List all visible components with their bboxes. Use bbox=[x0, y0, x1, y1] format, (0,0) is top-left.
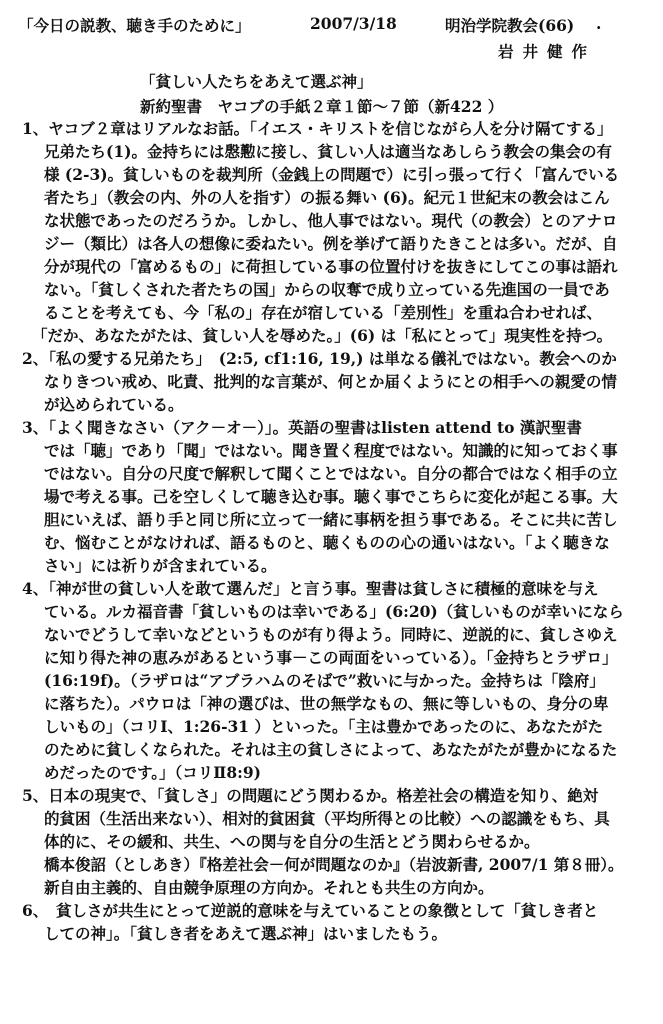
body-line: 5、日本の現実で、「貧しさ」の問題にどう関わるか。格差社会の構造を知り、絶対 bbox=[22, 786, 599, 805]
body-line: さい」には祈りが含まれている。 bbox=[44, 556, 277, 575]
body-line: ている。ルカ福音書「貧しいものは幸いである」(6:20)（貧しいものが幸いになら bbox=[44, 602, 624, 621]
body-line: しての神」。「貧しき者をあえて選ぶ神」はいましたもう。 bbox=[44, 924, 448, 943]
body-line: 3、「よく聞きなさい（アク－オ－）」。英語の聖書はlisten attend to 漢訳聖書 bbox=[22, 418, 582, 437]
body-line: 新自由主義的、自由競争原理の方向か。それとも共生の方向か。 bbox=[44, 878, 494, 897]
body-line: 分が現代の「富めるもの」に荷担している事の位置付けを抜きにしてこの事は語れ bbox=[44, 257, 618, 276]
body-line: のために貧しくなられた。それは主の貧しさによって、あなたがたが豊かになるた bbox=[44, 740, 618, 759]
body-line: む、悩むことがなければ、語るものと、聴くものの心の通いはない。「よく聴きな bbox=[44, 533, 610, 552]
author-name: 岩井健作 bbox=[498, 42, 597, 61]
scripture-reference: 新約聖書 ヤコブの手紙２章１節〜７節（新422 ） bbox=[140, 97, 504, 116]
sermon-body bbox=[22, 117, 652, 945]
body-line: ることを考えても、今「私の」存在が宿している「差別性」を重ね合わせれば、 bbox=[44, 303, 603, 322]
body-line: な状態であったのだろうか。しかし、他人事ではない。現代（の教会）とのアナロ bbox=[44, 211, 618, 230]
body-line: 6、 貧しさが共生にとって逆説的意味を与えていることの象徴として「貧しき者と bbox=[22, 901, 599, 920]
body-line: 1、ヤコブ２章はリアルなお話。「イエス・キリストを信じながら人を分け隔てする」 bbox=[22, 119, 613, 138]
body-line: めだったのです。」（コリⅡ8:9) bbox=[44, 763, 261, 782]
body-line: しいもの」（コリⅠ、1:26-31 ）といった。「主は豊かであったのに、あなたがた bbox=[44, 717, 604, 736]
body-line: ではない。自分の尺度で解釈して聞くことではない。自分の都合ではなく相手の立 bbox=[44, 464, 618, 483]
body-line: に知り得た神の恵みがあるという事－この両面をいっている）。「金持ちとラザロ」 bbox=[44, 648, 618, 667]
body-line: 者たち」（教会の内、外の人を指す）の振る舞い (6)。紀元１世紀末の教会はこん bbox=[44, 188, 610, 207]
body-line: なりきつい戒め、叱責、批判的な言葉が、何とか届くようにとの相手への親愛の情 bbox=[44, 372, 617, 391]
body-line: 的貧困（生活出来ない）、相対的貧困貧（平均所得との比較）への認識をもち、具 bbox=[44, 809, 610, 828]
sermon-title: 「貧しい人たちをあえて選ぶ神」 bbox=[140, 72, 373, 91]
body-line: 場で考える事。己を空しくして聴き込む事。聴く事でこちらに変化が起こる事。大 bbox=[44, 487, 618, 506]
sermon-date: 2007/3/18 bbox=[310, 14, 397, 33]
body-line: が込められている。 bbox=[44, 395, 184, 414]
body-line: ないでどうして幸いなどというものが有り得よう。同時に、逆説的に、貧しさゆえ bbox=[44, 625, 618, 644]
body-line: (16:19f)。（ラザロは“アブラハムのそばで”救いに与かった。金持ちは「陰府」 bbox=[44, 671, 605, 690]
body-line: 2、「私の愛する兄弟たち」 (2:5, cf1:16, 19,) は単なる儀礼ではない。教会へのか bbox=[22, 349, 617, 368]
body-line: 「だか、あなたがたは、貧しい人を辱めた。」(6) は「私にとって」現実性を持つ。 bbox=[32, 326, 613, 345]
body-line: 体的に、その緩和、共生、への関与を自分の生活とどう関わらせるか。 bbox=[44, 832, 540, 851]
church-name: 明治学院教会(66) bbox=[445, 16, 575, 35]
body-line: 胆にいえば、語り手と同じ所に立って一緒に事柄を担う事である。そこに共に苦し bbox=[44, 510, 618, 529]
body-line: 橋本俊詔（としあき）『格差社会－何が問題なのか』（岩波新書, 2007/1 第８冊）。 bbox=[44, 855, 624, 874]
stray-dot: . bbox=[596, 14, 602, 33]
body-line: 4、「神が世の貧しい人を敢て選んだ」と言う事。聖書は貧しさに積極的意味を与え bbox=[22, 579, 599, 598]
body-line: に落ちた）。パウロは「神の選びは、世の無学なもの、無に等しいもの、身分の卑 bbox=[44, 694, 609, 713]
body-line: 様 (2-3)。貧しいものを裁判所（金銭上の問題で）に引っ張って行く「富んでいる bbox=[44, 165, 620, 184]
body-line: 兄弟たち(1)。金持ちには慇懃に接し、貧しい人は適当なあしらう教会の集会の有 bbox=[44, 142, 612, 161]
body-line: ない。「貧しくされた者たちの国」からの収奪で成り立っている先進国の一員であ bbox=[44, 280, 610, 299]
body-line: では「聴」であり「聞」ではない。聞き置く程度ではない。知識的に知っておく事 bbox=[44, 441, 618, 460]
series-title: 「今日の説教、聴き手のために」 bbox=[18, 16, 251, 35]
body-line: ジー（類比）は各人の想像に委ねたい。例を挙げて語りたきことは多い。だが、自 bbox=[44, 234, 618, 253]
